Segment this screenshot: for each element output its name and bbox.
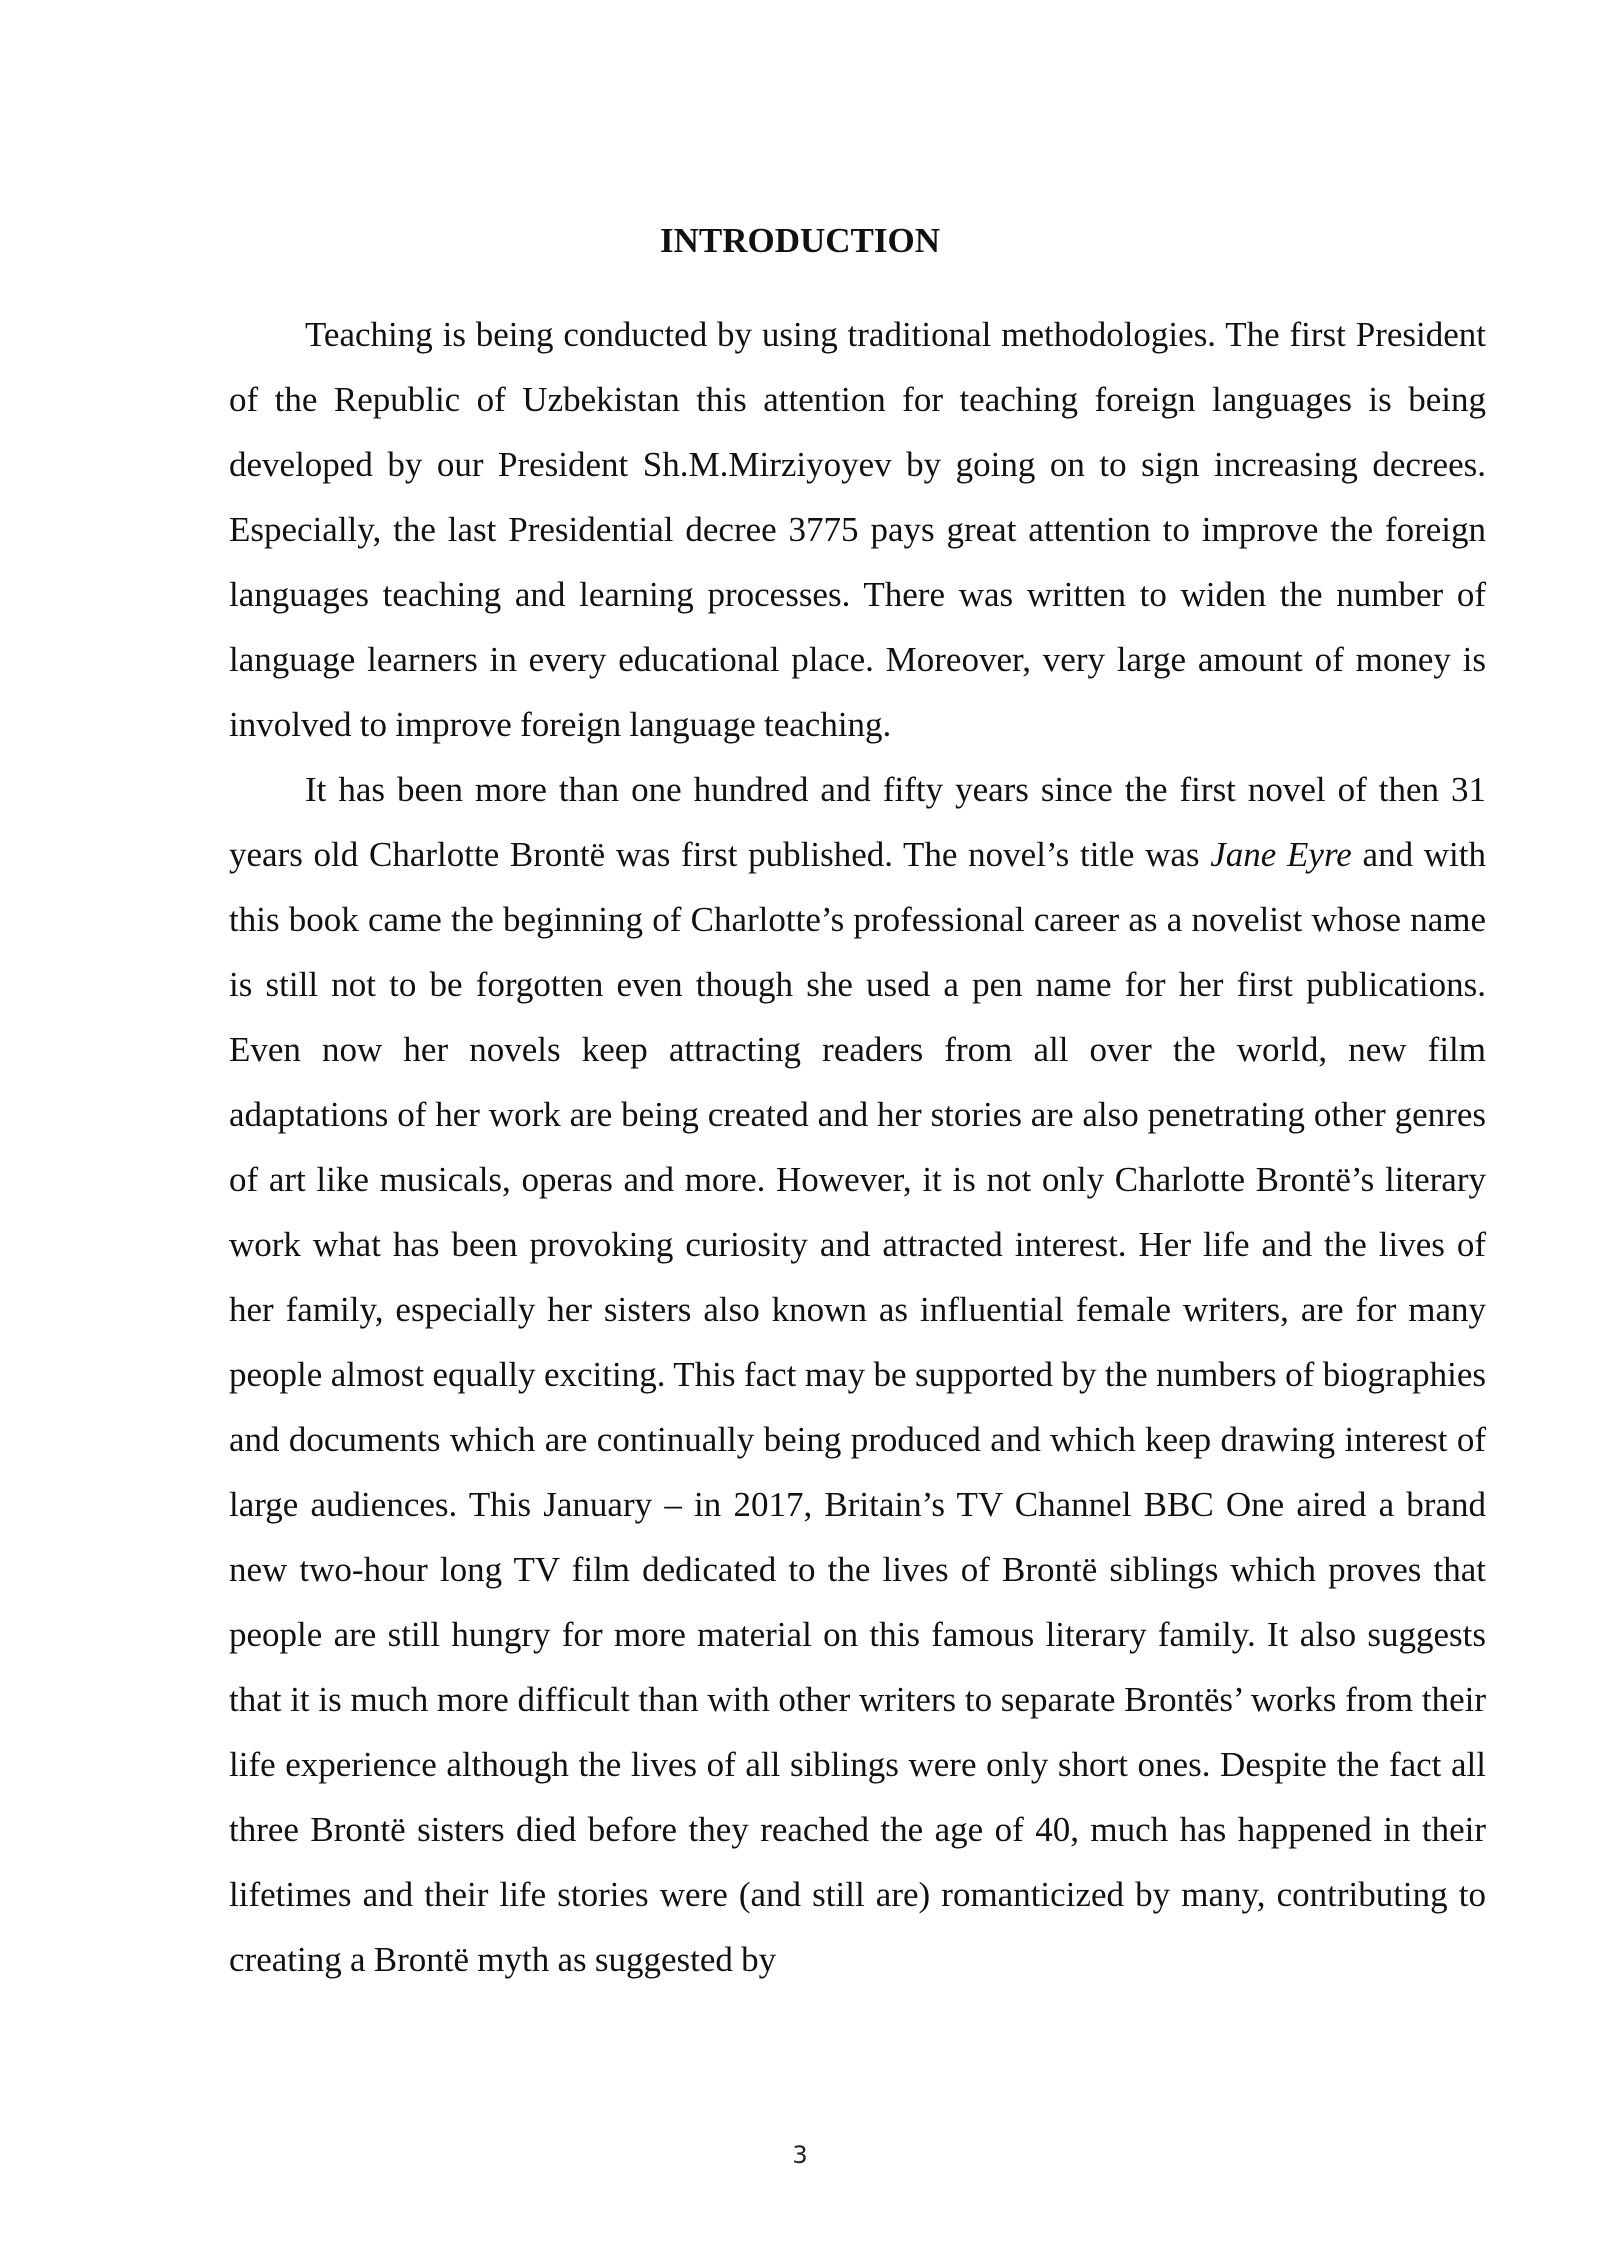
- paragraph-2: [229, 757, 1486, 1992]
- paragraph-2-text-after-title: and with this book came the beginning of Charlotte’s professional career as a novelist whose name is still not to be forgotten even though she used a pen name for her first publications. Even now her novels keep attracting readers from all over the world, new film adaptations of her work are being created and her stories are also penetrating other genres of art like musicals, operas and more. However, it is not only Charlotte Brontë’s literary work what has been provoking curiosity and attracted interest. Her life and the lives of her family, especially her sisters also known as influential female writers, are for many people almost equally exciting. This fact may be supported by the numbers of biographies and documents which are continually being produced and which keep drawing interest of large audiences. This January – in 2017, Britain’s TV Channel BBC One aired a brand new two-hour long TV film dedicated to the lives of Brontë siblings which proves that people are still hungry for more material on this famous literary family. It also suggests that it is much more difficult than with other writers to separate Brontës’ works from their life experience although the lives of all siblings were only short ones. Despite the fact all three Brontë sisters died before they reached the age of 40, much has happened in their lifetimes and their life stories were (and still are) romanticized by many, contributing to creating a Brontë myth as suggested by: [229, 835, 1487, 1979]
- page-number: 3: [792, 2141, 808, 2169]
- body-text: [229, 302, 1486, 1992]
- novel-title: Jane Eyre: [1210, 835, 1352, 874]
- paragraph-1: Teaching is being conducted by using traditional methodologies. The first President of the Republic of Uzbekistan this attention for teaching foreign languages is being developed by our President Sh.M.Mirziyoyev by going on to sign increasing decrees. Especially, the last Presidential decree 3775 pays great attention to improve the foreign languages teaching and learning processes. There was written to widen the number of language learners in every educational place. Moreover, very large amount of money is involved to improve foreign language teaching.: [229, 315, 1486, 744]
- section-heading: INTRODUCTION: [659, 221, 941, 260]
- paragraph-2-text-before-title: It has been more than one hundred and fifty years since the first novel of then 31 years old Charlotte Brontë was first published. The novel’s title was: [229, 770, 1486, 874]
